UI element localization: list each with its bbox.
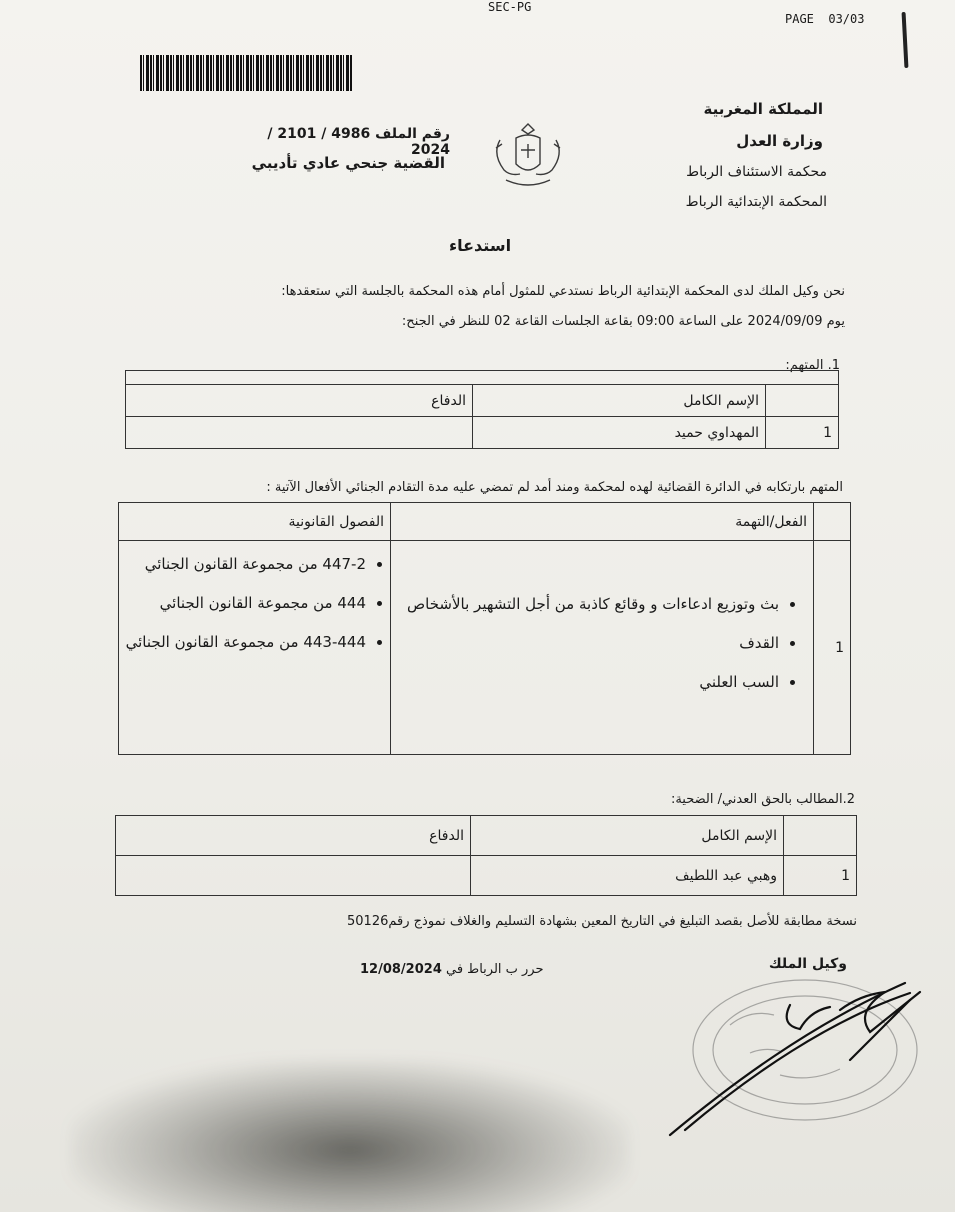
accused-row-defense: [126, 417, 473, 449]
document-title: استدعاء: [448, 236, 512, 255]
page-word: PAGE: [785, 12, 814, 26]
issued-line: [360, 962, 544, 977]
barcode: [140, 55, 352, 91]
page-label: [785, 12, 864, 26]
table-header-row: [116, 816, 857, 856]
letterhead-appeal-court: محكمة الاستئناف الرباط: [686, 164, 827, 180]
charges-intro: المتهم بارتكابه في الدائرة القضائية لهده لمحكمة ومند أمد لم تمضي عليه مدة التقادم الجنائي الأفعال الآتية :: [266, 480, 843, 495]
copy-note: نسخة مطابقة للأصل بقصد التبليغ في التاريخ المعين بشهادة التسليم والغلاف نموذج رقم50126: [347, 914, 857, 929]
table-row: [119, 541, 851, 755]
charges-row-index: 1: [814, 541, 851, 755]
case-type: القضية جنحي عادي تأديبي: [251, 154, 445, 172]
charges-laws-cell: [119, 541, 391, 755]
coat-of-arms-emblem: [486, 118, 570, 194]
intro-line-1: نحن وكيل الملك لدى المحكمة الإبتدائية الرباط نستدعي للمثول أمام هذه المحكمة بالجلسة التي ستعقدها:: [281, 284, 845, 299]
victim-table: [115, 815, 857, 896]
signature-and-stamp: [640, 965, 940, 1155]
victim-row-name: وهبي عبد اللطيف: [471, 856, 784, 896]
signatory-title: وكيل الملك: [768, 956, 847, 972]
list-item: • 444 من مجموعة القانون الجنائي: [125, 588, 366, 619]
victim-section-label: 2.المطالب بالحق العدني/ الضحية:: [670, 792, 855, 807]
list-item: • 443-444 من مجموعة القانون الجنائي: [125, 627, 366, 658]
table-header-row: [126, 385, 839, 417]
pen-mark: [902, 12, 909, 68]
issued-label: حرر ب الرباط في: [446, 962, 544, 977]
charges-col-law: الفصول القانونية: [119, 503, 391, 541]
letterhead-kingdom: المملكة المغربية: [703, 100, 823, 118]
charges-acts-cell: [391, 541, 814, 755]
table-spacer-row: [126, 371, 839, 385]
list-item: • بث وتوزيع ادعاءات و وقائع كاذبة من أجل التشهير بالأشخاص: [397, 589, 779, 620]
accused-section-label: 1. المتهم:: [785, 358, 840, 373]
victim-row-defense: [116, 856, 471, 896]
table-row: [116, 856, 857, 896]
page-number: 03/03: [828, 12, 865, 26]
file-number-label: رقم الملف: [375, 126, 450, 142]
table-header-row: [119, 503, 851, 541]
charges-col-act: الفعل/التهمة: [391, 503, 814, 541]
accused-row-name: المهداوي حميد: [473, 417, 766, 449]
accused-table: [125, 370, 839, 449]
issued-date: 12/08/2024: [360, 962, 442, 977]
table-row: [126, 417, 839, 449]
accused-row-index: 1: [766, 417, 839, 449]
list-item: • السب العلني: [397, 667, 779, 698]
victim-col-name: الإسم الكامل: [471, 816, 784, 856]
victim-row-index: 1: [784, 856, 857, 896]
list-item: • 447-2 من مجموعة القانون الجنائي: [125, 549, 366, 580]
charges-table: [118, 502, 851, 755]
intro-line-2: يوم 2024/09/09 على الساعة 09:00 بقاعة الجلسات القاعة 02 للنظر في الجنح:: [401, 314, 845, 329]
letterhead-ministry: وزارة العدل: [736, 132, 823, 150]
photo-shadow: [70, 1060, 630, 1212]
letterhead-first-instance-court: المحكمة الإبتدائية الرباط: [685, 194, 827, 210]
file-number-value: 4986 / 2101 / 2024: [267, 126, 450, 158]
sec-pg-label: SEC-PG: [488, 0, 532, 14]
accused-col-name: الإسم الكامل: [473, 385, 766, 417]
accused-col-defense: الدفاع: [126, 385, 473, 417]
victim-col-defense: الدفاع: [116, 816, 471, 856]
list-item: • القدف: [397, 628, 779, 659]
